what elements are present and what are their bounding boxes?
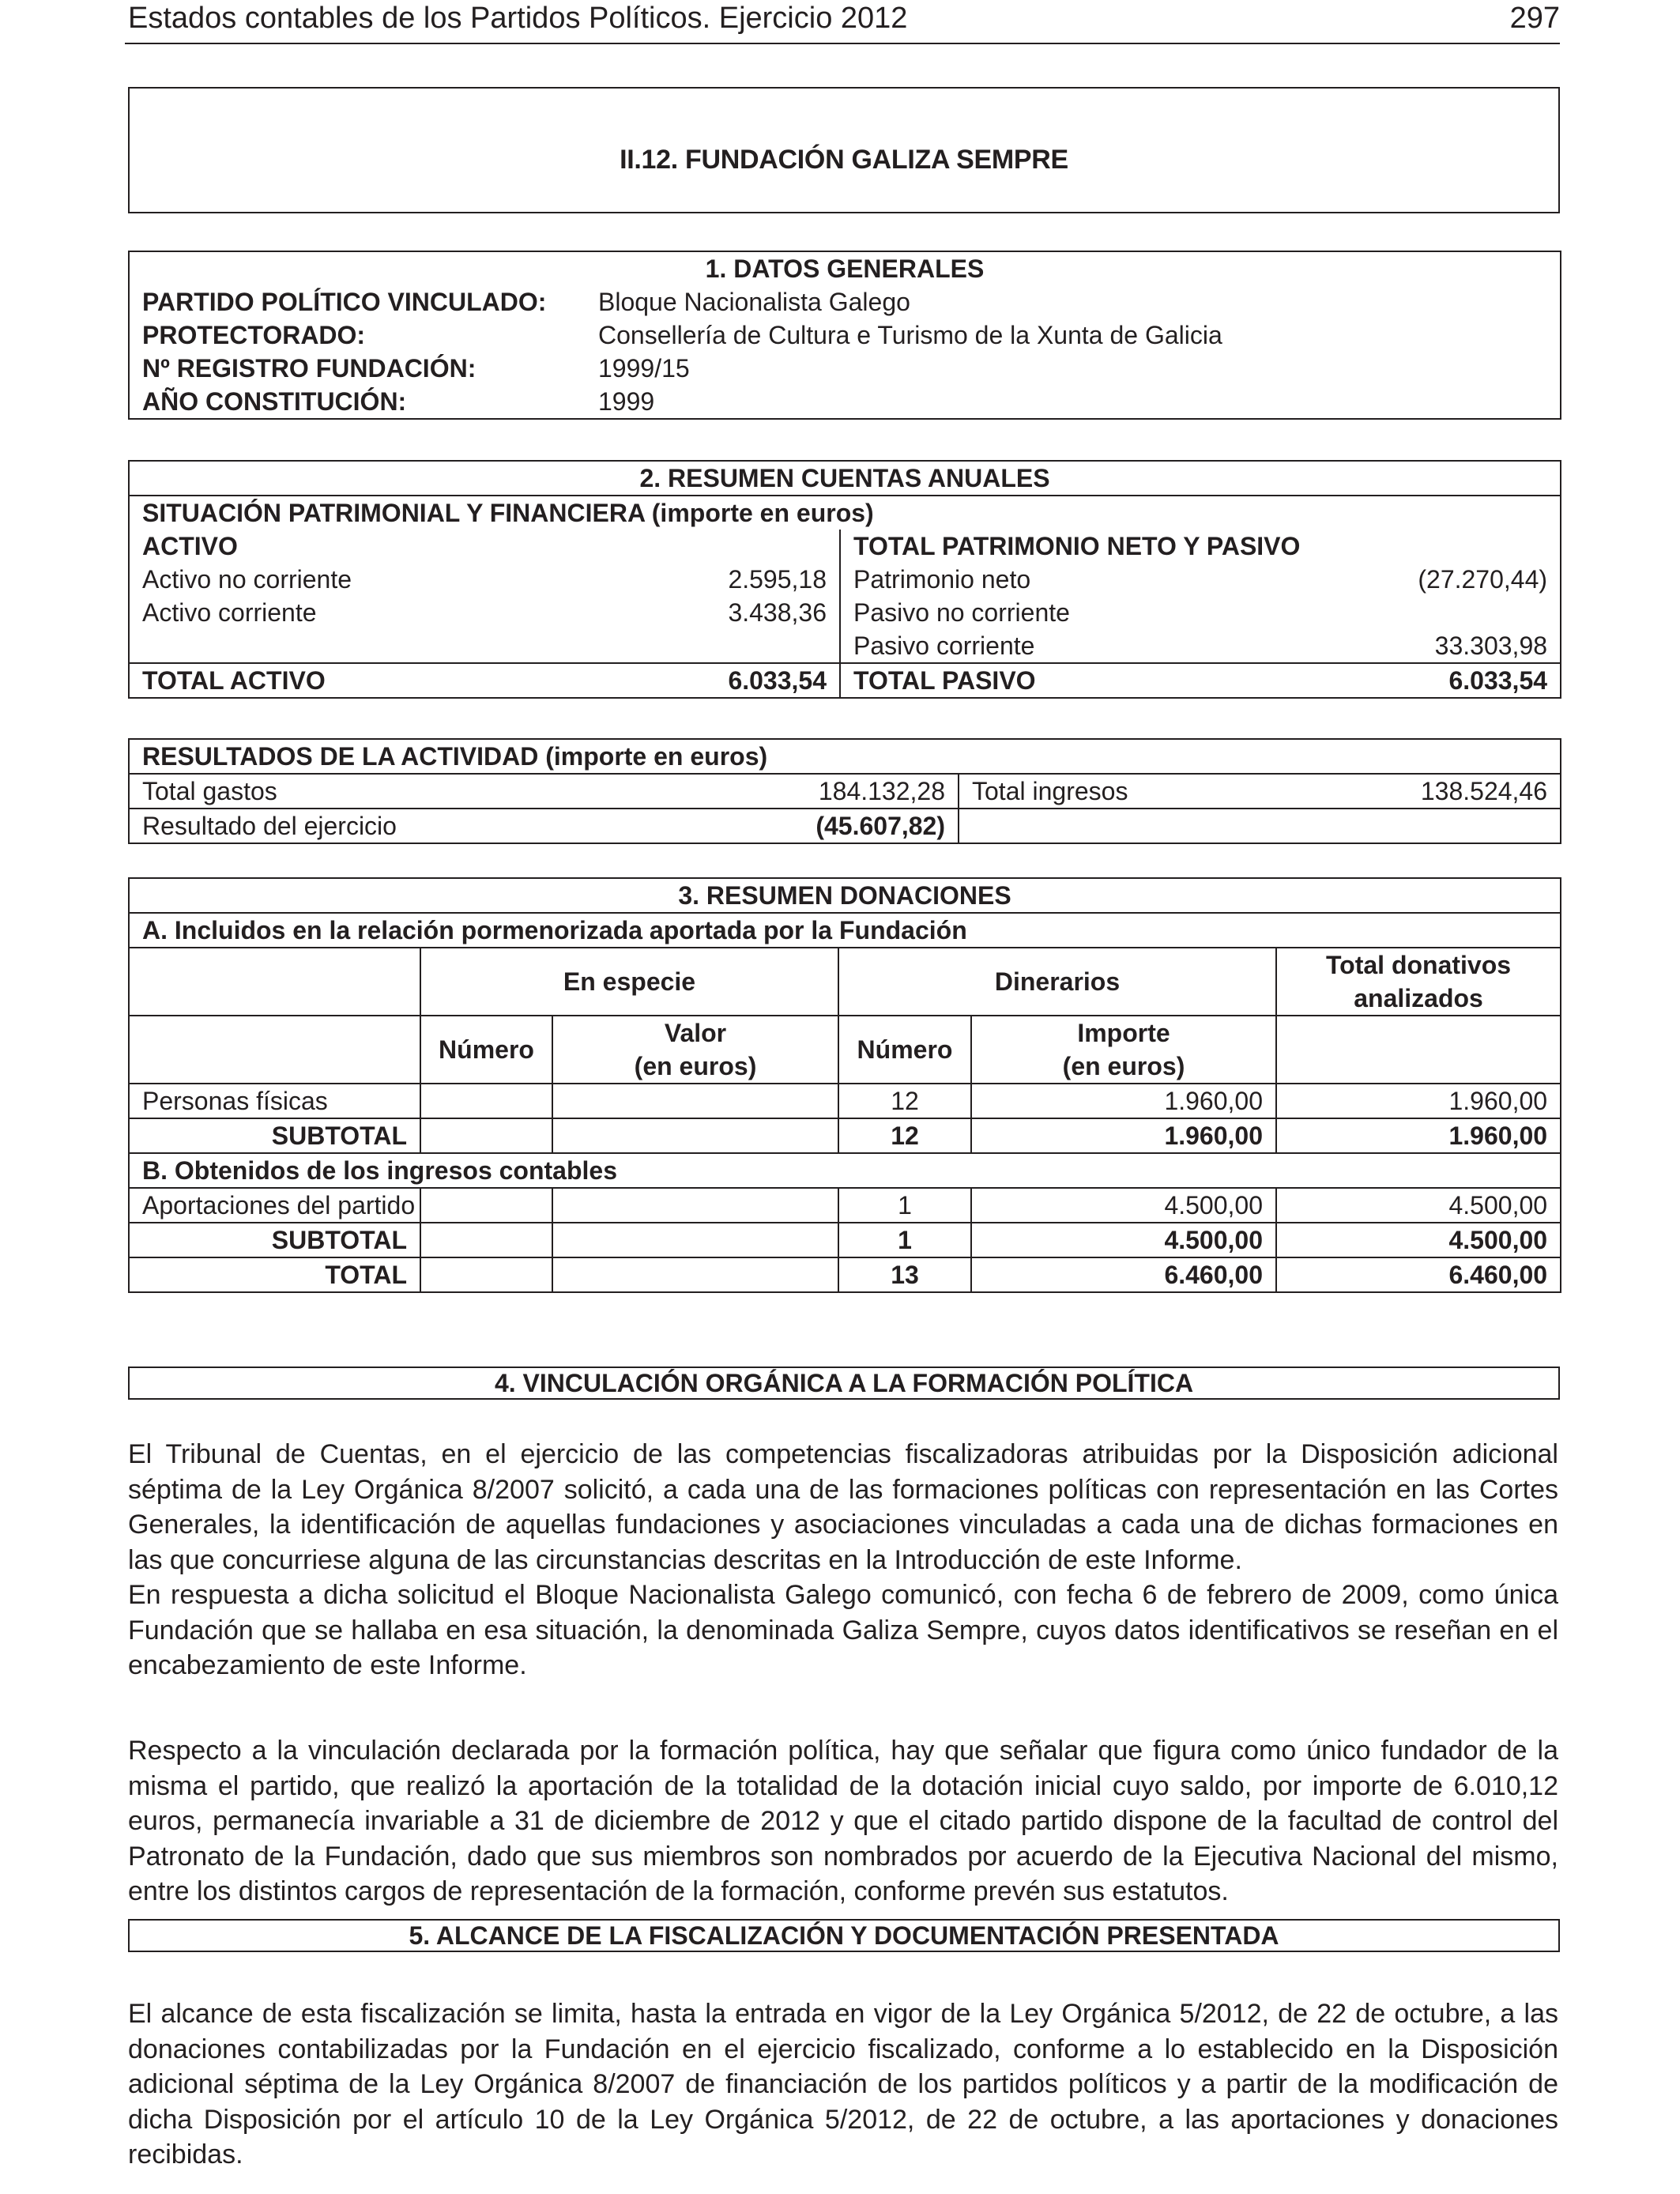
dg-value: Bloque Nacionalista Galego [598,288,910,316]
vinculacion-title: 4. VINCULACIÓN ORGÁNICA A LA FORMACIÓN POLÍTICA [128,1367,1560,1400]
total-importe: 6.460,00 [971,1257,1276,1292]
dg-row-protectorado [129,319,1561,352]
col-importe-line1: Importe [1077,1019,1170,1047]
balance-row [129,629,1561,663]
subtotal-label: SUBTOTAL [129,1118,420,1153]
gastos-value: 184.132,28 [682,774,959,809]
vinculacion-text [128,1437,1558,1683]
total-activo-value: 6.033,54 [682,663,840,698]
datos-generales-table [128,251,1561,420]
row-numero: 1 [838,1188,971,1223]
balance-row [129,563,1561,596]
total-row [129,1257,1561,1292]
situacion-patrimonial-subtitle: SITUACIÓN PATRIMONIAL Y FINANCIERA (importe en euros) [142,499,874,527]
alcance-title: 5. ALCANCE DE LA FISCALIZACIÓN Y DOCUMENTACIÓN PRESENTADA [128,1919,1560,1952]
gastos-label: Total gastos [129,774,682,809]
dg-label: PARTIDO POLÍTICO VINCULADO: [142,288,547,316]
pasivo-value: 33.303,98 [1434,631,1548,660]
col-valor-line2: (en euros) [634,1052,757,1080]
row-importe: 4.500,00 [971,1188,1276,1223]
subtotal-label: SUBTOTAL [129,1223,420,1257]
dg-row-registro [129,352,1561,385]
page-number: 297 [1509,2,1560,35]
subtotal-numero: 12 [838,1118,971,1153]
subtotal-numero: 1 [838,1223,971,1257]
pasivo-value [1314,596,1561,629]
pasivo-header: TOTAL PATRIMONIO NETO Y PASIVO [840,530,1561,563]
pasivo-value: (27.270,44) [1418,565,1548,594]
total-total: 6.460,00 [1276,1257,1561,1292]
col-valor [552,1016,838,1084]
col-en-especie: En especie [420,948,838,1016]
col-numero-especie: Número [420,1016,552,1084]
total-pasivo-value: 6.033,54 [1314,663,1561,698]
resultados-row [129,774,1561,809]
table-row [129,1084,1561,1118]
dg-label: PROTECTORADO: [142,321,366,349]
subtotal-total: 1.960,00 [1276,1118,1561,1153]
col-valor-line1: Valor [664,1019,727,1047]
vinculacion-paragraph-1: El Tribunal de Cuentas, en el ejercicio de las competencias fiscalizadoras atribuidas por la Disposición adicional séptima de la Ley Orgánica 8/2007 solicitó, a cada una de las formaciones políticas con representación en las Cortes Generales, la identificación de aquellas fundaciones y asociaciones vinculadas a cada una de dichas formaciones en las que concurriese alguna de las circunstancias descritas en la Introducción de este Informe. [128,1439,1558,1575]
resumen-cuentas-title: 2. RESUMEN CUENTAS ANUALES [129,461,1561,496]
subtotal-row [129,1223,1561,1257]
section-a-title: A. Incluidos en la relación pormenorizada aportada por la Fundación [129,913,1561,948]
col-total-line2: analizados [1354,984,1483,1012]
resultado-label: Resultado del ejercicio [142,812,397,840]
row-total: 4.500,00 [1276,1188,1561,1223]
subtotal-total: 4.500,00 [1276,1223,1561,1257]
dg-row-partido [129,285,1561,319]
col-importe [971,1016,1276,1084]
datos-generales-title: 1. DATOS GENERALES [705,254,985,283]
subtotal-importe: 1.960,00 [971,1118,1276,1153]
col-total-donativos [1276,948,1561,1016]
activo-header: ACTIVO [142,532,238,560]
pasivo-label: Patrimonio neto [840,563,1314,596]
ingresos-label: Total ingresos [959,774,1314,809]
donaciones-title: 3. RESUMEN DONACIONES [129,878,1561,913]
dg-value: 1999/15 [598,354,690,383]
activo-label [129,629,682,663]
total-pasivo-label: TOTAL PASIVO [840,663,1314,698]
resultado-value: (45.607,82) [816,812,945,840]
vinculacion-paragraph-3: Respecto a la vinculación declarada por la formación política, hay que señalar que figura como único fundador de la misma el partido, que realizó la aportación de la totalidad de la dotación inicial cuyo saldo, por importe de 6.010,12 euros, permanecía invariable a 31 de diciembre de 2012 y que el citado partido dispone de la facultad de control del Patronato de la Fundación, dado que sus miembros son nombrados por acuerdo de la Ejecutiva Nacional del mismo, entre los distintos cargos de representación de la formación, conforme prevén sus estatutos. [128,1736,1558,1906]
header-rule [125,43,1560,44]
activo-label: Activo corriente [142,598,317,627]
row-importe: 1.960,00 [971,1084,1276,1118]
pasivo-label: Pasivo no corriente [840,596,1314,629]
subtotal-row [129,1118,1561,1153]
running-header-title: Estados contables de los Partidos Políticos. Ejercicio 2012 [128,2,908,35]
col-numero-dinerarios: Número [838,1016,971,1084]
activo-value [682,629,840,663]
dg-row-constitucion [129,385,1561,419]
donaciones-header-row-2 [129,1016,1561,1084]
balance-row [129,596,1561,629]
row-label: Aportaciones del partido [129,1188,420,1223]
resumen-cuentas-table [128,460,1561,699]
alcance-text [128,1996,1558,2173]
total-label: TOTAL [129,1257,420,1292]
col-dinerarios: Dinerarios [838,948,1276,1016]
alcance-paragraph-1: El alcance de esta fiscalización se limita, hasta la entrada en vigor de la Ley Orgánica 5/2012, de 22 de octubre, a las donaciones contabilizadas por la Fundación en el ejercicio fiscalizado, conforme a lo establecido en la Disposición adicional séptima de la Ley Orgánica 8/2007 de financiación de los partidos políticos y a partir de la modificación de dicha Disposición por el artículo 10 de la Ley Orgánica 5/2012, de 22 de octubre, a las aportaciones y donaciones recibidas. [128,1999,1558,2169]
dg-label: Nº REGISTRO FUNDACIÓN: [142,354,477,383]
row-numero: 12 [838,1084,971,1118]
col-total-line1: Total donativos [1325,951,1512,979]
total-activo-label: TOTAL ACTIVO [129,663,682,698]
balance-total-row [129,663,1561,698]
total-numero: 13 [838,1257,971,1292]
resultados-table [128,738,1561,844]
pasivo-label: Pasivo corriente [840,629,1314,663]
dg-value: 1999 [598,387,655,416]
vinculacion-text-2 [128,1733,1558,1909]
row-total: 1.960,00 [1276,1084,1561,1118]
resultados-title: RESULTADOS DE LA ACTIVIDAD (importe en euros) [129,739,1561,774]
dg-value: Consellería de Cultura e Turismo de la Xunta de Galicia [598,321,1222,349]
section-b-title: B. Obtenidos de los ingresos contables [129,1153,1561,1188]
activo-value: 2.595,18 [728,565,827,594]
dg-label: AÑO CONSTITUCIÓN: [142,387,407,416]
table-row [129,1188,1561,1223]
ingresos-value: 138.524,46 [1314,774,1561,809]
donaciones-header-row-1 [129,948,1561,1016]
resultado-row [129,809,1561,843]
row-label: Personas físicas [129,1084,420,1118]
main-title: II.12. FUNDACIÓN GALIZA SEMPRE [620,145,1068,175]
activo-label: Activo no corriente [142,565,352,594]
main-title-box [128,87,1560,213]
subtotal-importe: 4.500,00 [971,1223,1276,1257]
activo-value: 3.438,36 [728,598,827,627]
vinculacion-paragraph-2: En respuesta a dicha solicitud el Bloque Nacionalista Galego comunicó, con fecha 6 de febrero de 2009, como única Fundación que se hallaba en esa situación, la denominada Galiza Sempre, cuyos datos identificativos se reseñan en el encabezamiento de este Informe. [128,1580,1558,1680]
col-importe-line2: (en euros) [1062,1052,1185,1080]
donaciones-table [128,877,1561,1293]
